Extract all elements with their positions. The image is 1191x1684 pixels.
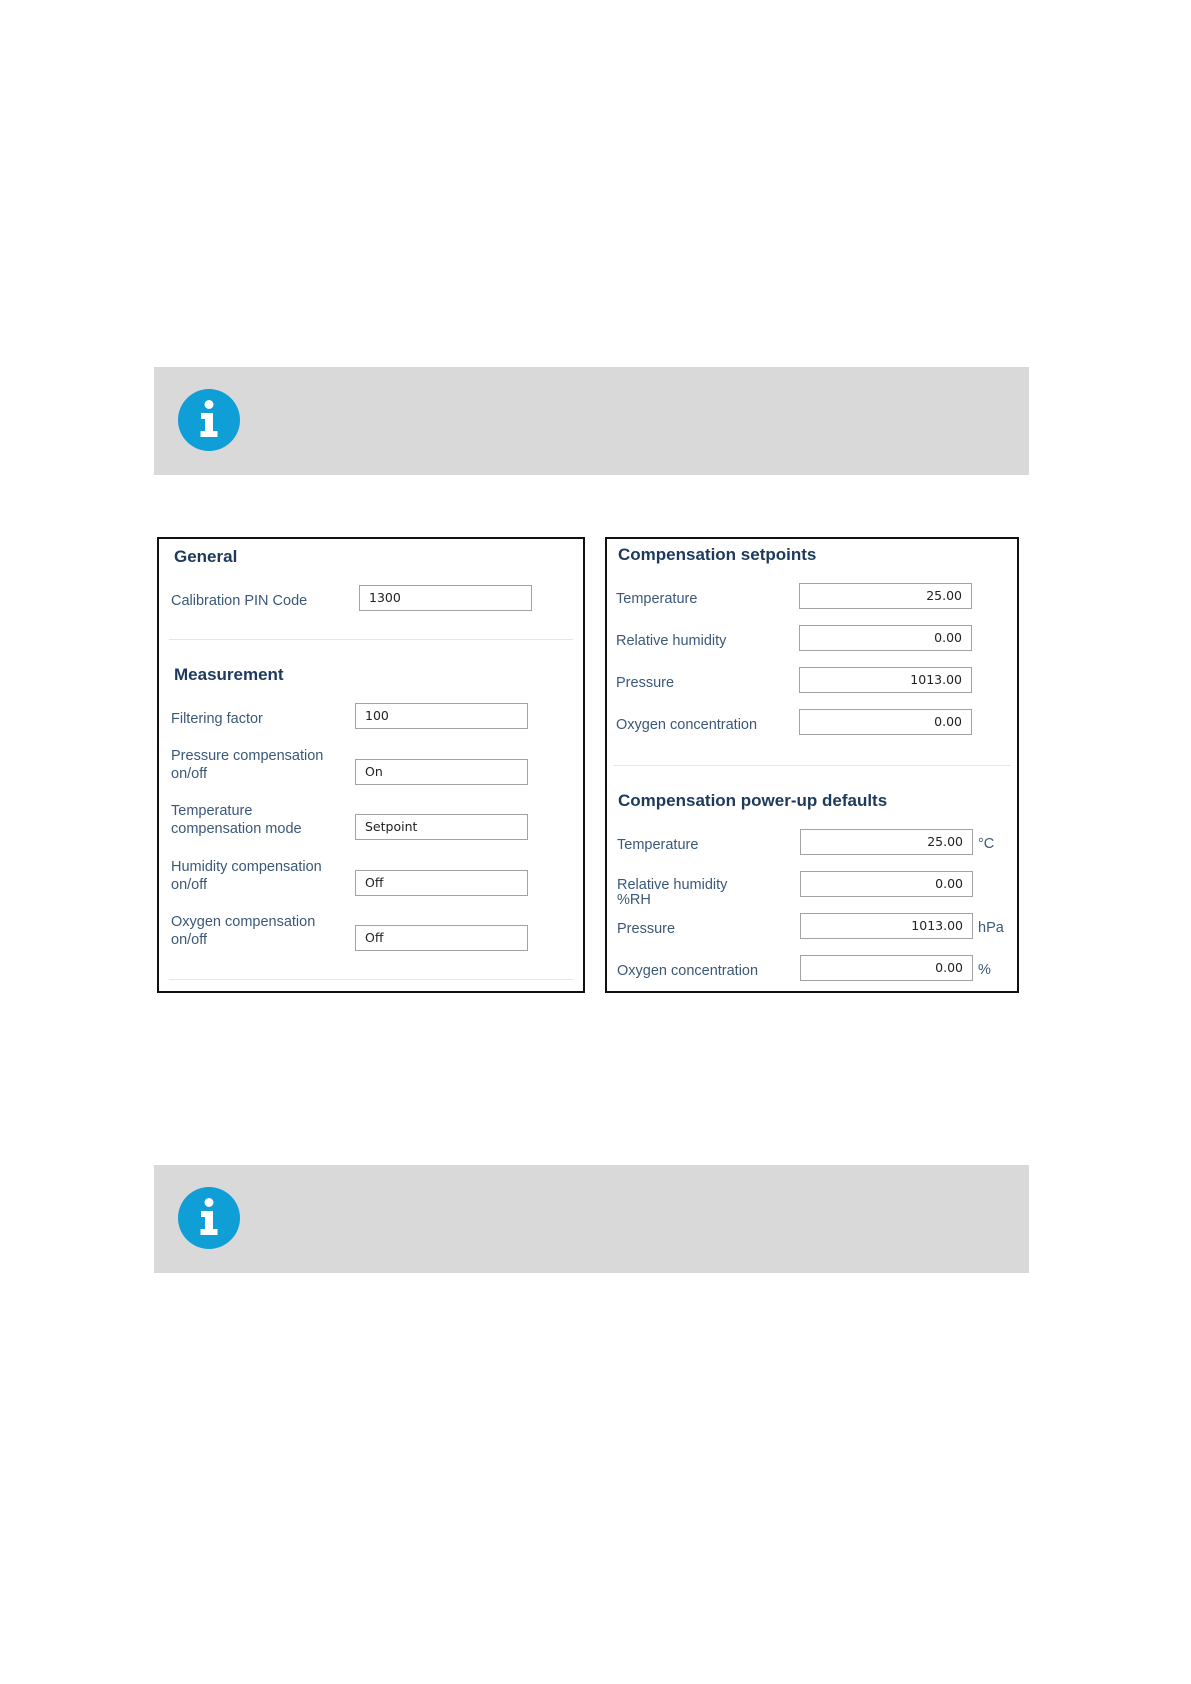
info-icon [178, 1187, 240, 1249]
default-pressure-label: Pressure [617, 921, 676, 937]
default-temperature-label: Temperature [617, 837, 699, 853]
compensation-panel [605, 537, 1019, 993]
measurement-title: Measurement [174, 665, 284, 684]
setpoint-oxygen-field[interactable]: 0.00 [799, 709, 972, 735]
calibration-pin-label: Calibration PIN Code [171, 593, 308, 609]
default-humidity-label-line1: Relative humidity [617, 877, 728, 893]
default-humidity-label-line2: %RH [617, 892, 651, 908]
general-measurement-panel [157, 537, 585, 993]
temperature-compensation-label [171, 802, 302, 838]
oxygen-compensation-field[interactable]: Off [355, 925, 528, 951]
oxygen-compensation-label-line2: on/off [171, 932, 208, 948]
default-oxygen-field[interactable]: 0.00 [800, 955, 973, 981]
oxygen-compensation-label [171, 913, 315, 949]
default-temperature-field[interactable]: 25.00 [800, 829, 973, 855]
default-pressure-unit: hPa [978, 920, 1004, 936]
setpoint-pressure-field[interactable]: 1013.00 [799, 667, 972, 693]
pressure-compensation-label-line1: Pressure compensation [171, 748, 324, 764]
temperature-compensation-field[interactable]: Setpoint [355, 814, 528, 840]
filtering-factor-label: Filtering factor [171, 711, 263, 727]
setpoint-oxygen-label: Oxygen concentration [616, 717, 758, 733]
default-pressure-field[interactable]: 1013.00 [800, 913, 973, 939]
general-title: General [174, 547, 238, 566]
compensation-setpoints-title: Compensation setpoints [618, 545, 817, 564]
humidity-compensation-label-line2: on/off [171, 877, 208, 893]
divider [613, 765, 1011, 766]
setpoint-pressure-label: Pressure [616, 675, 675, 691]
divider [169, 639, 573, 640]
default-oxygen-unit: % [978, 962, 991, 978]
pressure-compensation-label [171, 747, 323, 783]
compensation-defaults-title: Compensation power-up defaults [618, 791, 888, 810]
filtering-factor-field[interactable]: 100 [355, 703, 528, 729]
default-temperature-unit: °C [978, 836, 995, 852]
humidity-compensation-label-line1: Humidity compensation [171, 859, 322, 875]
info-note [154, 1165, 1029, 1273]
default-humidity-label [617, 878, 727, 908]
calibration-pin-field[interactable]: 1300 [359, 585, 532, 611]
humidity-compensation-field[interactable]: Off [355, 870, 528, 896]
default-humidity-field[interactable]: 0.00 [800, 871, 973, 897]
setpoint-humidity-label: Relative humidity [616, 633, 727, 649]
default-oxygen-label: Oxygen concentration [617, 963, 759, 979]
temperature-compensation-label-line1: Temperature [171, 803, 253, 819]
setpoint-humidity-field[interactable]: 0.00 [799, 625, 972, 651]
pressure-compensation-label-line2: on/off [171, 766, 208, 782]
info-icon [178, 389, 240, 451]
oxygen-compensation-label-line1: Oxygen compensation [171, 914, 316, 930]
info-note [154, 367, 1029, 475]
setpoint-temperature-field[interactable]: 25.00 [799, 583, 972, 609]
divider [169, 979, 573, 980]
pressure-compensation-field[interactable]: On [355, 759, 528, 785]
setpoint-temperature-label: Temperature [616, 591, 698, 607]
humidity-compensation-label [171, 858, 322, 894]
temperature-compensation-label-line2: compensation mode [171, 821, 302, 837]
